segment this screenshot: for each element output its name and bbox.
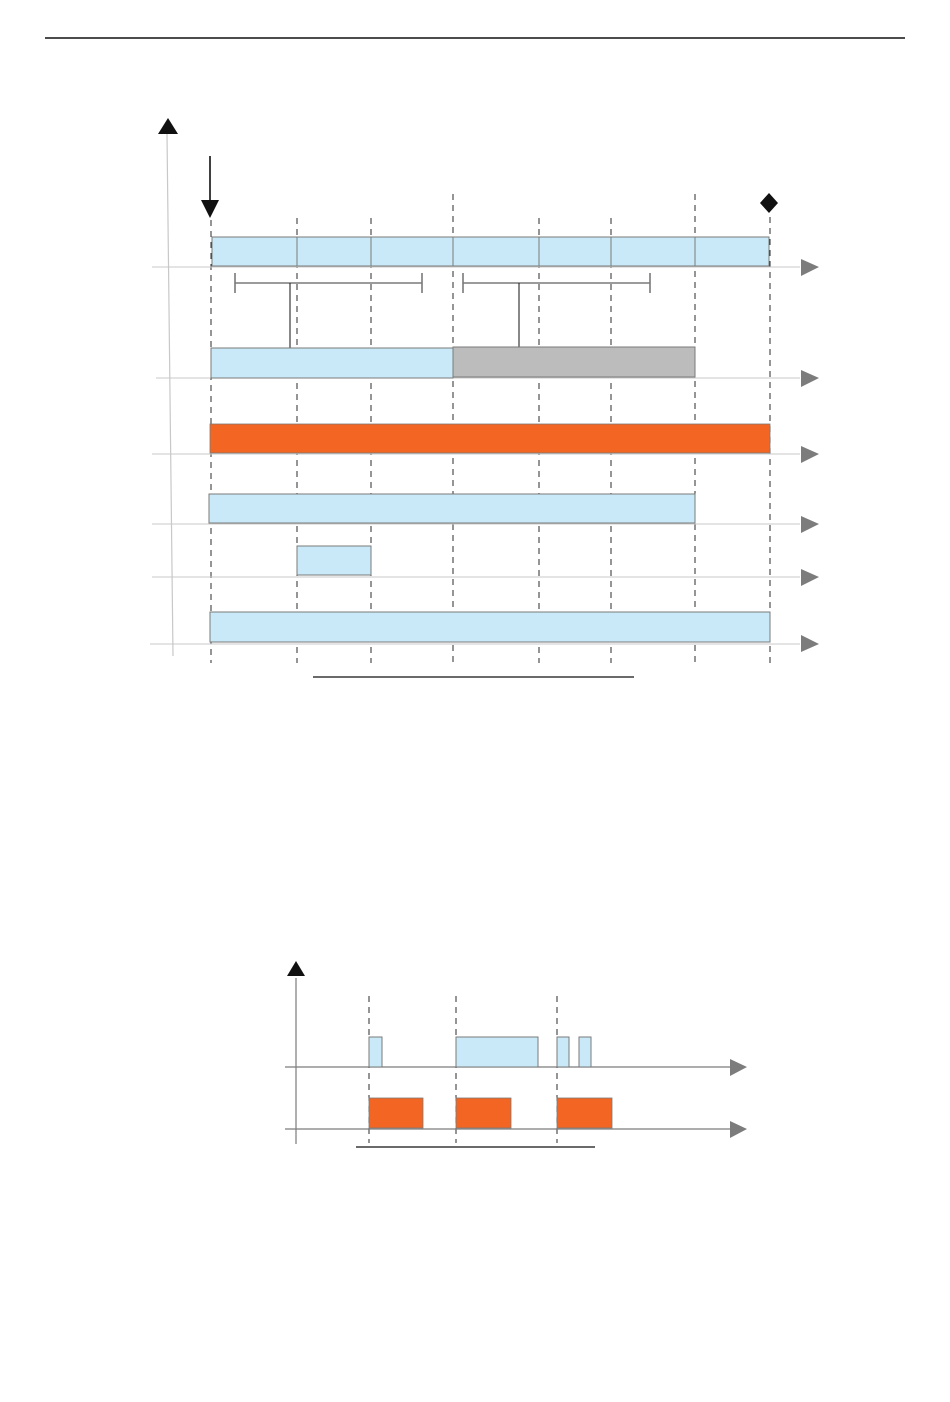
track-1-segment-3 (371, 237, 453, 266)
top-timing-diagram (150, 118, 819, 677)
top-diagram-markers (201, 156, 778, 218)
track-5-arrow-icon (801, 569, 819, 586)
end-marker-diamond-icon (760, 193, 778, 213)
bottom-track-1-pulse-3 (557, 1037, 569, 1067)
bottom-track-1-pulse-4 (579, 1037, 591, 1067)
track-6 (210, 612, 770, 642)
bottom-track-1-pulse-2 (456, 1037, 538, 1067)
track-1-segment-2 (297, 237, 371, 266)
bottom-track-1 (369, 1037, 591, 1067)
track-1-arrow-icon (801, 259, 819, 276)
track-4 (209, 494, 695, 523)
track-4-segment (209, 494, 695, 523)
track-1 (212, 237, 769, 266)
track-6-segment (210, 612, 770, 642)
track-2-arrow-icon (801, 370, 819, 387)
bottom-track-1-arrow-icon (730, 1059, 747, 1076)
track-3-segment-orange (210, 424, 770, 453)
bottom-track-2-pulse-1 (369, 1098, 423, 1128)
track-5-segment (297, 546, 371, 575)
bottom-track-1-pulse-1 (369, 1037, 382, 1067)
track-5 (297, 546, 371, 575)
track-1-segment-4 (453, 237, 539, 266)
start-marker-down-arrow-icon (201, 200, 219, 218)
track-1-segment-1 (212, 237, 297, 266)
track-6-arrow-icon (801, 635, 819, 652)
track-3 (210, 424, 770, 453)
top-diagram-axes (150, 118, 819, 656)
track-2-segment-light-blue (211, 348, 453, 378)
track-4-arrow-icon (801, 516, 819, 533)
bottom-track-2 (369, 1098, 612, 1128)
y-axis-arrow-icon (158, 118, 178, 134)
track-1-segment-6 (611, 237, 695, 266)
y-axis (167, 134, 173, 656)
track-3-arrow-icon (801, 446, 819, 463)
track-2-segment-gray (453, 347, 695, 377)
bottom-timing-diagram (285, 961, 747, 1147)
bottom-track-2-arrow-icon (730, 1121, 747, 1138)
track-1-segment-7 (695, 237, 769, 266)
bottom-track-2-pulse-3 (557, 1098, 612, 1128)
track-2 (211, 347, 695, 378)
bottom-track-2-pulse-2 (456, 1098, 511, 1128)
track-1-segment-5 (539, 237, 611, 266)
bottom-y-axis-arrow-icon (287, 961, 305, 976)
